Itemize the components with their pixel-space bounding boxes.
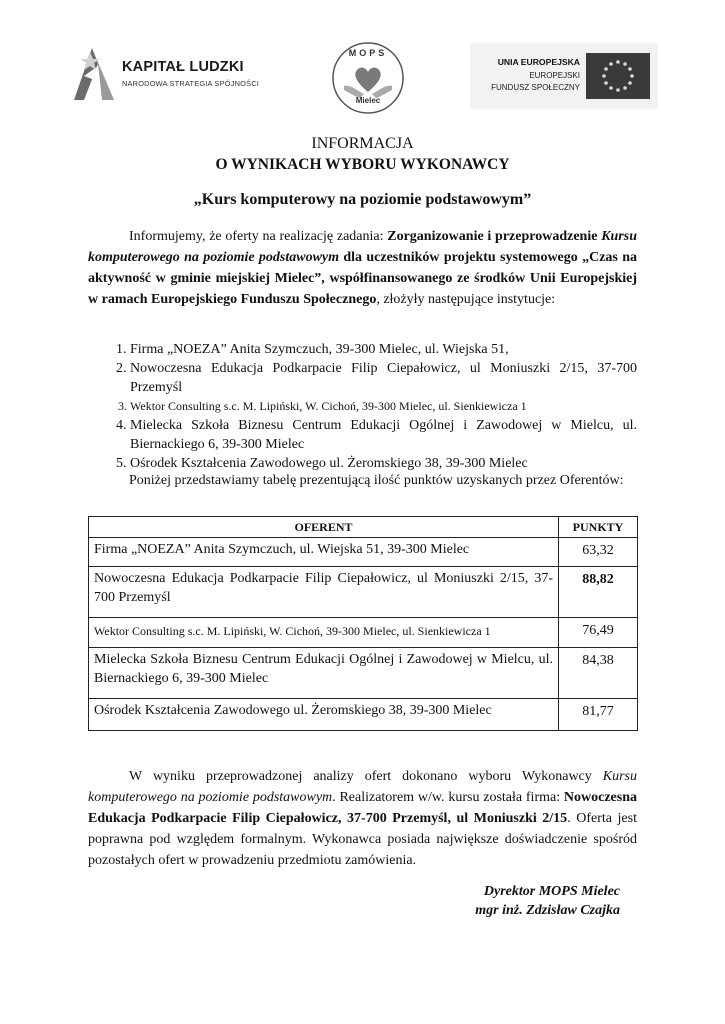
intro-paragraph (88, 226, 637, 310)
oferent-cell: Ośrodek Kształcenia Zawodowego ul. Żeromskiego 38, 39-300 Mielec (89, 699, 559, 731)
table-intro: Poniżej przedstawiamy tabelę prezentującą ilość punktów uzyskanych przez Oferentów: (129, 473, 624, 488)
intro-bold-2: dla uczestników projektu systemowego „Czas na aktywność w gminie miejskiej Mielec”, współfinansowanego ze środków Unii Europejskiej w ramach Europejskiego Funduszu Społecznego (88, 250, 638, 307)
punkty-cell: 76,49 (559, 618, 638, 648)
conclusion-text-2: . Realizatorem w/w. kursu została firma: (332, 790, 564, 805)
punkty-cell: 88,82 (559, 567, 638, 618)
conclusion-text-3: . Oferta jest poprawna pod względem formalnym. Wykonawca posiada największe doświadczenie spośród pozostałych ofert w prowadzeniu przedmiotu zamówienia. (88, 811, 637, 868)
oferent-cell: Mielecka Szkoła Biznesu Centrum Edukacji Ogólnej i Zawodowej w Mielcu, ul. Biernackiego 6, 39-300 Mielec (89, 648, 559, 699)
conclusion-course-name: Kursu komputerowego na poziomie podstawowym (88, 769, 637, 805)
oferent-cell: Wektor Consulting s.c. M. Lipiński, W. Cichoń, 39-300 Mielec, ul. Sienkiewicza 1 (89, 618, 559, 648)
signature-title: Dyrektor MOPS Mielec (483, 884, 620, 899)
list-item: 5. Ośrodek Kształcenia Zawodowego ul. Żeromskiego 38, 39-300 Mielec (130, 454, 637, 473)
oferent-cell: Firma „NOEZA” Anita Szymczuch, ul. Wiejska 51, 39-300 Mielec (89, 538, 559, 567)
eu-logo (470, 43, 658, 109)
intro-text-2: , złożyły następujące instytucje: (376, 292, 556, 307)
table-header-row (89, 517, 638, 538)
column-header-oferent: OFERENT (89, 517, 559, 538)
eu-stars-icon (586, 53, 650, 99)
eu-flag (586, 53, 650, 99)
institutions-list (88, 340, 637, 473)
document-subtitle: O WYNIKACH WYBORU WYKONAWCY (215, 156, 510, 173)
eu-line-1: EUROPEJSKI (529, 71, 580, 80)
list-item: 3. Wektor Consulting s.c. M. Lipiński, W. Cichoń, 39-300 Mielec, ul. Sienkiewicza 1 (130, 397, 637, 416)
results-table (88, 516, 638, 731)
kapital-ludzki-title: KAPITAŁ LUDZKI (122, 59, 244, 75)
table-row (89, 648, 638, 699)
eu-line-2: FUNDUSZ SPOŁECZNY (491, 83, 580, 92)
table-row (89, 567, 638, 618)
column-header-punkty: PUNKTY (559, 517, 638, 538)
list-item: 2. Nowoczesna Edukacja Podkarpacie Filip Ciepałowicz, ul Moniuszki 2/15, 37-700 Przemyśl (130, 359, 637, 397)
punkty-cell: 63,32 (559, 538, 638, 567)
kapital-ludzki-emblem-icon (70, 42, 118, 104)
conclusion-winner: Nowoczesna Edukacja Podkarpacie Filip Ciepałowicz, 37-700 Przemyśl, ul Moniuszki 2/15 (88, 790, 637, 826)
conclusion-text-1: W wyniku przeprowadzonej analizy ofert dokonano wyboru Wykonawcy (129, 769, 603, 784)
intro-bold-1: Zorganizowanie i przeprowadzenie (387, 229, 602, 244)
conclusion-paragraph (88, 766, 637, 871)
document-title: INFORMACJA (311, 135, 414, 152)
table-row (89, 618, 638, 648)
kapital-ludzki-subtitle: NARODOWA STRATEGIA SPÓJNOŚCI (122, 79, 260, 88)
table-row (89, 538, 638, 567)
kapital-ludzki-logo (70, 42, 270, 104)
punkty-cell: 81,77 (559, 699, 638, 731)
signature-name: mgr inż. Zdzisław Czajka (475, 903, 620, 918)
mops-logo-top-text: MOPS (348, 48, 388, 58)
eu-title: UNIA EUROPEJSKA (497, 57, 580, 67)
mops-logo (330, 40, 406, 116)
intro-course-name: Kursu komputerowego na poziomie podstawowym (88, 229, 637, 265)
course-title: „Kurs komputerowy na poziomie podstawowym” (193, 191, 532, 208)
oferent-cell: Nowoczesna Edukacja Podkarpacie Filip Ciepałowicz, ul Moniuszki 2/15, 37-700 Przemyśl (89, 567, 559, 618)
mops-logo-bottom-text: Mielec (355, 96, 381, 105)
list-item: 1. Firma „NOEZA” Anita Szymczuch, 39-300 Mielec, ul. Wiejska 51, (130, 340, 637, 359)
table-row (89, 699, 638, 731)
list-item: 4. Mielecka Szkoła Biznesu Centrum Edukacji Ogólnej i Zawodowej w Mielcu, ul. Biernackiego 6, 39-300 Mielec (130, 416, 637, 454)
punkty-cell: 84,38 (559, 648, 638, 699)
intro-text-1: Informujemy, że oferty na realizację zadania: (129, 229, 388, 244)
